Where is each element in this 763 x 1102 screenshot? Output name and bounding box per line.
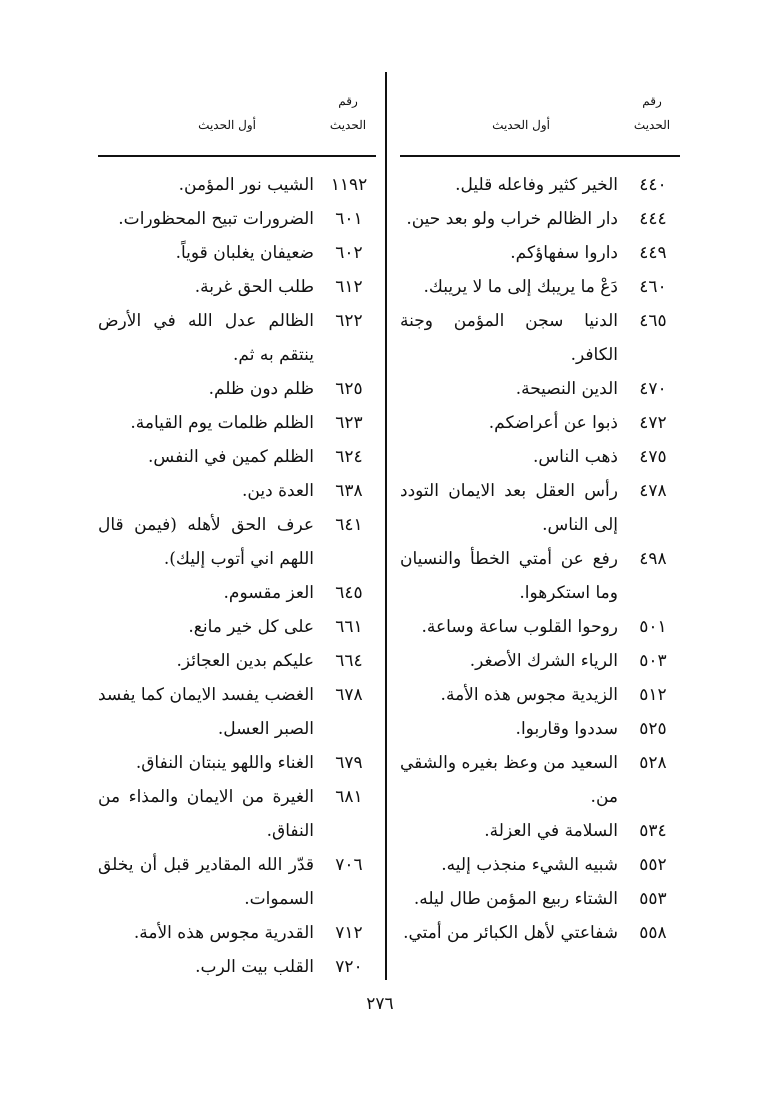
hadith-number: ٤٧٢: [639, 413, 667, 433]
hadith-number: ٤٧٥: [639, 447, 667, 467]
list-item: [400, 916, 680, 950]
hadith-number: ٦٢٤: [335, 447, 363, 467]
list-item: [98, 474, 376, 508]
hadith-text: الظالم عدل الله في الأرض ينتقم به ثم.: [98, 311, 314, 365]
list-item: [98, 372, 376, 406]
number-header-bottom: الحديث: [329, 118, 367, 132]
hadith-text: شفاعتي لأهل الكبائر من أمتي.: [403, 923, 618, 943]
list-item: [98, 508, 376, 576]
number-header: [628, 88, 676, 136]
number-header-bottom: الحديث: [633, 118, 671, 132]
hadith-text: داروا سفهاؤكم.: [510, 243, 618, 263]
hadith-text: ظلم دون ظلم.: [208, 379, 314, 399]
hadith-number: ٥٥٨: [639, 923, 667, 943]
hadith-number: ٤٤٩: [639, 243, 667, 263]
list-item: [98, 576, 376, 610]
list-item: [400, 304, 680, 372]
hadith-text: قدّر الله المقادير قبل أن يخلق السموات.: [98, 855, 314, 909]
header-rule: [98, 155, 376, 157]
list-item: [400, 236, 680, 270]
hadith-text: الغناء واللهو ينبتان النفاق.: [135, 753, 314, 773]
list-item: [400, 168, 680, 202]
hadith-number: ٤٤٤: [639, 209, 667, 229]
hadith-text: القدرية مجوس هذه الأمة.: [133, 923, 314, 943]
hadith-text: القلب بيت الرب.: [195, 957, 314, 977]
list-item: [98, 780, 376, 848]
hadith-text: على كل خير مانع.: [188, 617, 314, 637]
hadith-text: الغضب يفسد الايمان كما يفسد الصبر العسل.: [98, 685, 314, 739]
hadith-text: الشيب نور المؤمن.: [178, 175, 314, 195]
hadith-number: ٤٩٨: [639, 549, 667, 569]
column-divider: [385, 72, 387, 980]
number-header: [324, 88, 372, 136]
hadith-text: الدنيا سجن المؤمن وجنة الكافر.: [400, 311, 618, 365]
list-item: [98, 304, 376, 372]
list-item: [98, 202, 376, 236]
list-item: [400, 542, 680, 610]
hadith-text: الدين النصيحة.: [515, 379, 618, 399]
hadith-number: ٥٣٤: [639, 821, 667, 841]
hadith-text: رأس العقل بعد الايمان التودد إلى الناس.: [400, 481, 618, 535]
list-item: [400, 644, 680, 678]
hadith-number: ٦٢٣: [335, 413, 363, 433]
list-item: [400, 678, 680, 712]
hadith-text: الشتاء ربيع المؤمن طال ليله.: [413, 889, 618, 909]
page-number: ٢٧٦: [366, 994, 394, 1014]
hadith-number: ٦٨١: [335, 787, 363, 807]
hadith-text: عرف الحق لأهله (فيمن قال اللهم اني أتوب إليك).: [98, 515, 314, 569]
right-column-header: [400, 88, 680, 138]
hadith-text: الرياء الشرك الأصغر.: [469, 651, 618, 671]
hadith-number: ٤٦٥: [639, 311, 667, 331]
hadith-number: ٦٦٤: [335, 651, 363, 671]
hadith-text: الضرورات تبيح المحظورات.: [118, 209, 314, 229]
list-item: [400, 712, 680, 746]
list-item: [400, 406, 680, 440]
number-header-top: رقم: [338, 94, 358, 108]
list-item: [98, 406, 376, 440]
list-item: [98, 950, 376, 984]
hadith-text: روحوا القلوب ساعة وساعة.: [421, 617, 618, 637]
hadith-number: ٦٠٢: [335, 243, 363, 263]
hadith-text: دَعْ ما يريبك إلى ما لا يريبك.: [423, 277, 618, 297]
hadith-number: ٥١٢: [639, 685, 667, 705]
left-entries-list: [98, 168, 376, 984]
hadith-text: الظلم كمين في النفس.: [148, 447, 314, 467]
list-item: [98, 644, 376, 678]
list-item: [400, 270, 680, 304]
hadith-number: ٦٣٨: [335, 481, 363, 501]
list-item: [98, 916, 376, 950]
hadith-text: سددوا وقاربوا.: [515, 719, 618, 739]
hadith-number: ٦٧٨: [335, 685, 363, 705]
hadith-number: ٥٢٨: [639, 753, 667, 773]
hadith-text: شبيه الشيء منجذب إليه.: [441, 855, 618, 875]
hadith-number: ٦٧٩: [335, 753, 363, 773]
list-item: [98, 746, 376, 780]
list-item: [98, 270, 376, 304]
hadith-text: طلب الحق غربة.: [194, 277, 314, 297]
list-item: [98, 610, 376, 644]
hadith-number: ٥٥٢: [639, 855, 667, 875]
hadith-text: الظلم ظلمات يوم القيامة.: [130, 413, 314, 433]
list-item: [400, 440, 680, 474]
list-item: [400, 848, 680, 882]
number-header-top: رقم: [642, 94, 662, 108]
hadith-number: ٧٠٦: [335, 855, 363, 875]
list-item: [98, 678, 376, 746]
hadith-text: الغيرة من الايمان والمذاء من النفاق.: [98, 787, 314, 841]
hadith-number: ٦٦١: [335, 617, 363, 637]
hadith-number: ٤٤٠: [639, 175, 667, 195]
hadith-text: الزيدية مجوس هذه الأمة.: [440, 685, 618, 705]
list-item: [98, 848, 376, 916]
hadith-text: ذهب الناس.: [533, 447, 618, 467]
list-item: [400, 474, 680, 542]
hadith-number: ٧١٢: [335, 923, 363, 943]
hadith-number: ٦٢٥: [335, 379, 363, 399]
list-item: [98, 168, 376, 202]
hadith-number: ٥٥٣: [639, 889, 667, 909]
hadith-number: ٦٤٥: [335, 583, 363, 603]
hadith-number: ٦٤١: [335, 515, 363, 535]
hadith-text: دار الظالم خراب ولو بعد حين.: [406, 209, 618, 229]
hadith-text: عليكم بدين العجائز.: [176, 651, 314, 671]
hadith-number: ٤٧٠: [639, 379, 667, 399]
hadith-text: العز مقسوم.: [223, 583, 314, 603]
list-item: [400, 814, 680, 848]
hadith-text: السعيد من وعظ بغيره والشقي من.: [400, 753, 618, 807]
hadith-number: ٥٢٥: [639, 719, 667, 739]
hadith-text: الخير كثير وفاعله قليل.: [455, 175, 618, 195]
list-item: [400, 610, 680, 644]
right-entries-list: [400, 168, 680, 950]
list-item: [400, 882, 680, 916]
list-item: [400, 372, 680, 406]
list-item: [98, 440, 376, 474]
hadith-number: ٤٧٨: [639, 481, 667, 501]
hadith-number: ٦٠١: [335, 209, 363, 229]
hadith-text: رفع عن أمتي الخطأ والنسيان وما استكرهوا.: [400, 549, 618, 603]
first-words-header: أول الحديث: [492, 118, 550, 132]
hadith-text: العدة دين.: [242, 481, 314, 501]
first-words-header: أول الحديث: [198, 118, 256, 132]
hadith-number: ٦١٢: [335, 277, 363, 297]
hadith-number: ٦٢٢: [335, 311, 363, 331]
list-item: [400, 746, 680, 814]
left-column-header: [98, 88, 376, 138]
list-item: [98, 236, 376, 270]
hadith-number: ٤٦٠: [639, 277, 667, 297]
hadith-number: ٥٠٣: [639, 651, 667, 671]
hadith-number: ٧٢٠: [335, 957, 363, 977]
hadith-text: السلامة في العزلة.: [484, 821, 618, 841]
list-item: [400, 202, 680, 236]
hadith-number: ٥٠١: [639, 617, 667, 637]
hadith-number: ١١٩٢: [330, 175, 368, 195]
header-rule: [400, 155, 680, 157]
hadith-text: ذبوا عن أعراضكم.: [488, 413, 618, 433]
hadith-text: ضعيفان يغلبان قوياً.: [175, 243, 314, 263]
